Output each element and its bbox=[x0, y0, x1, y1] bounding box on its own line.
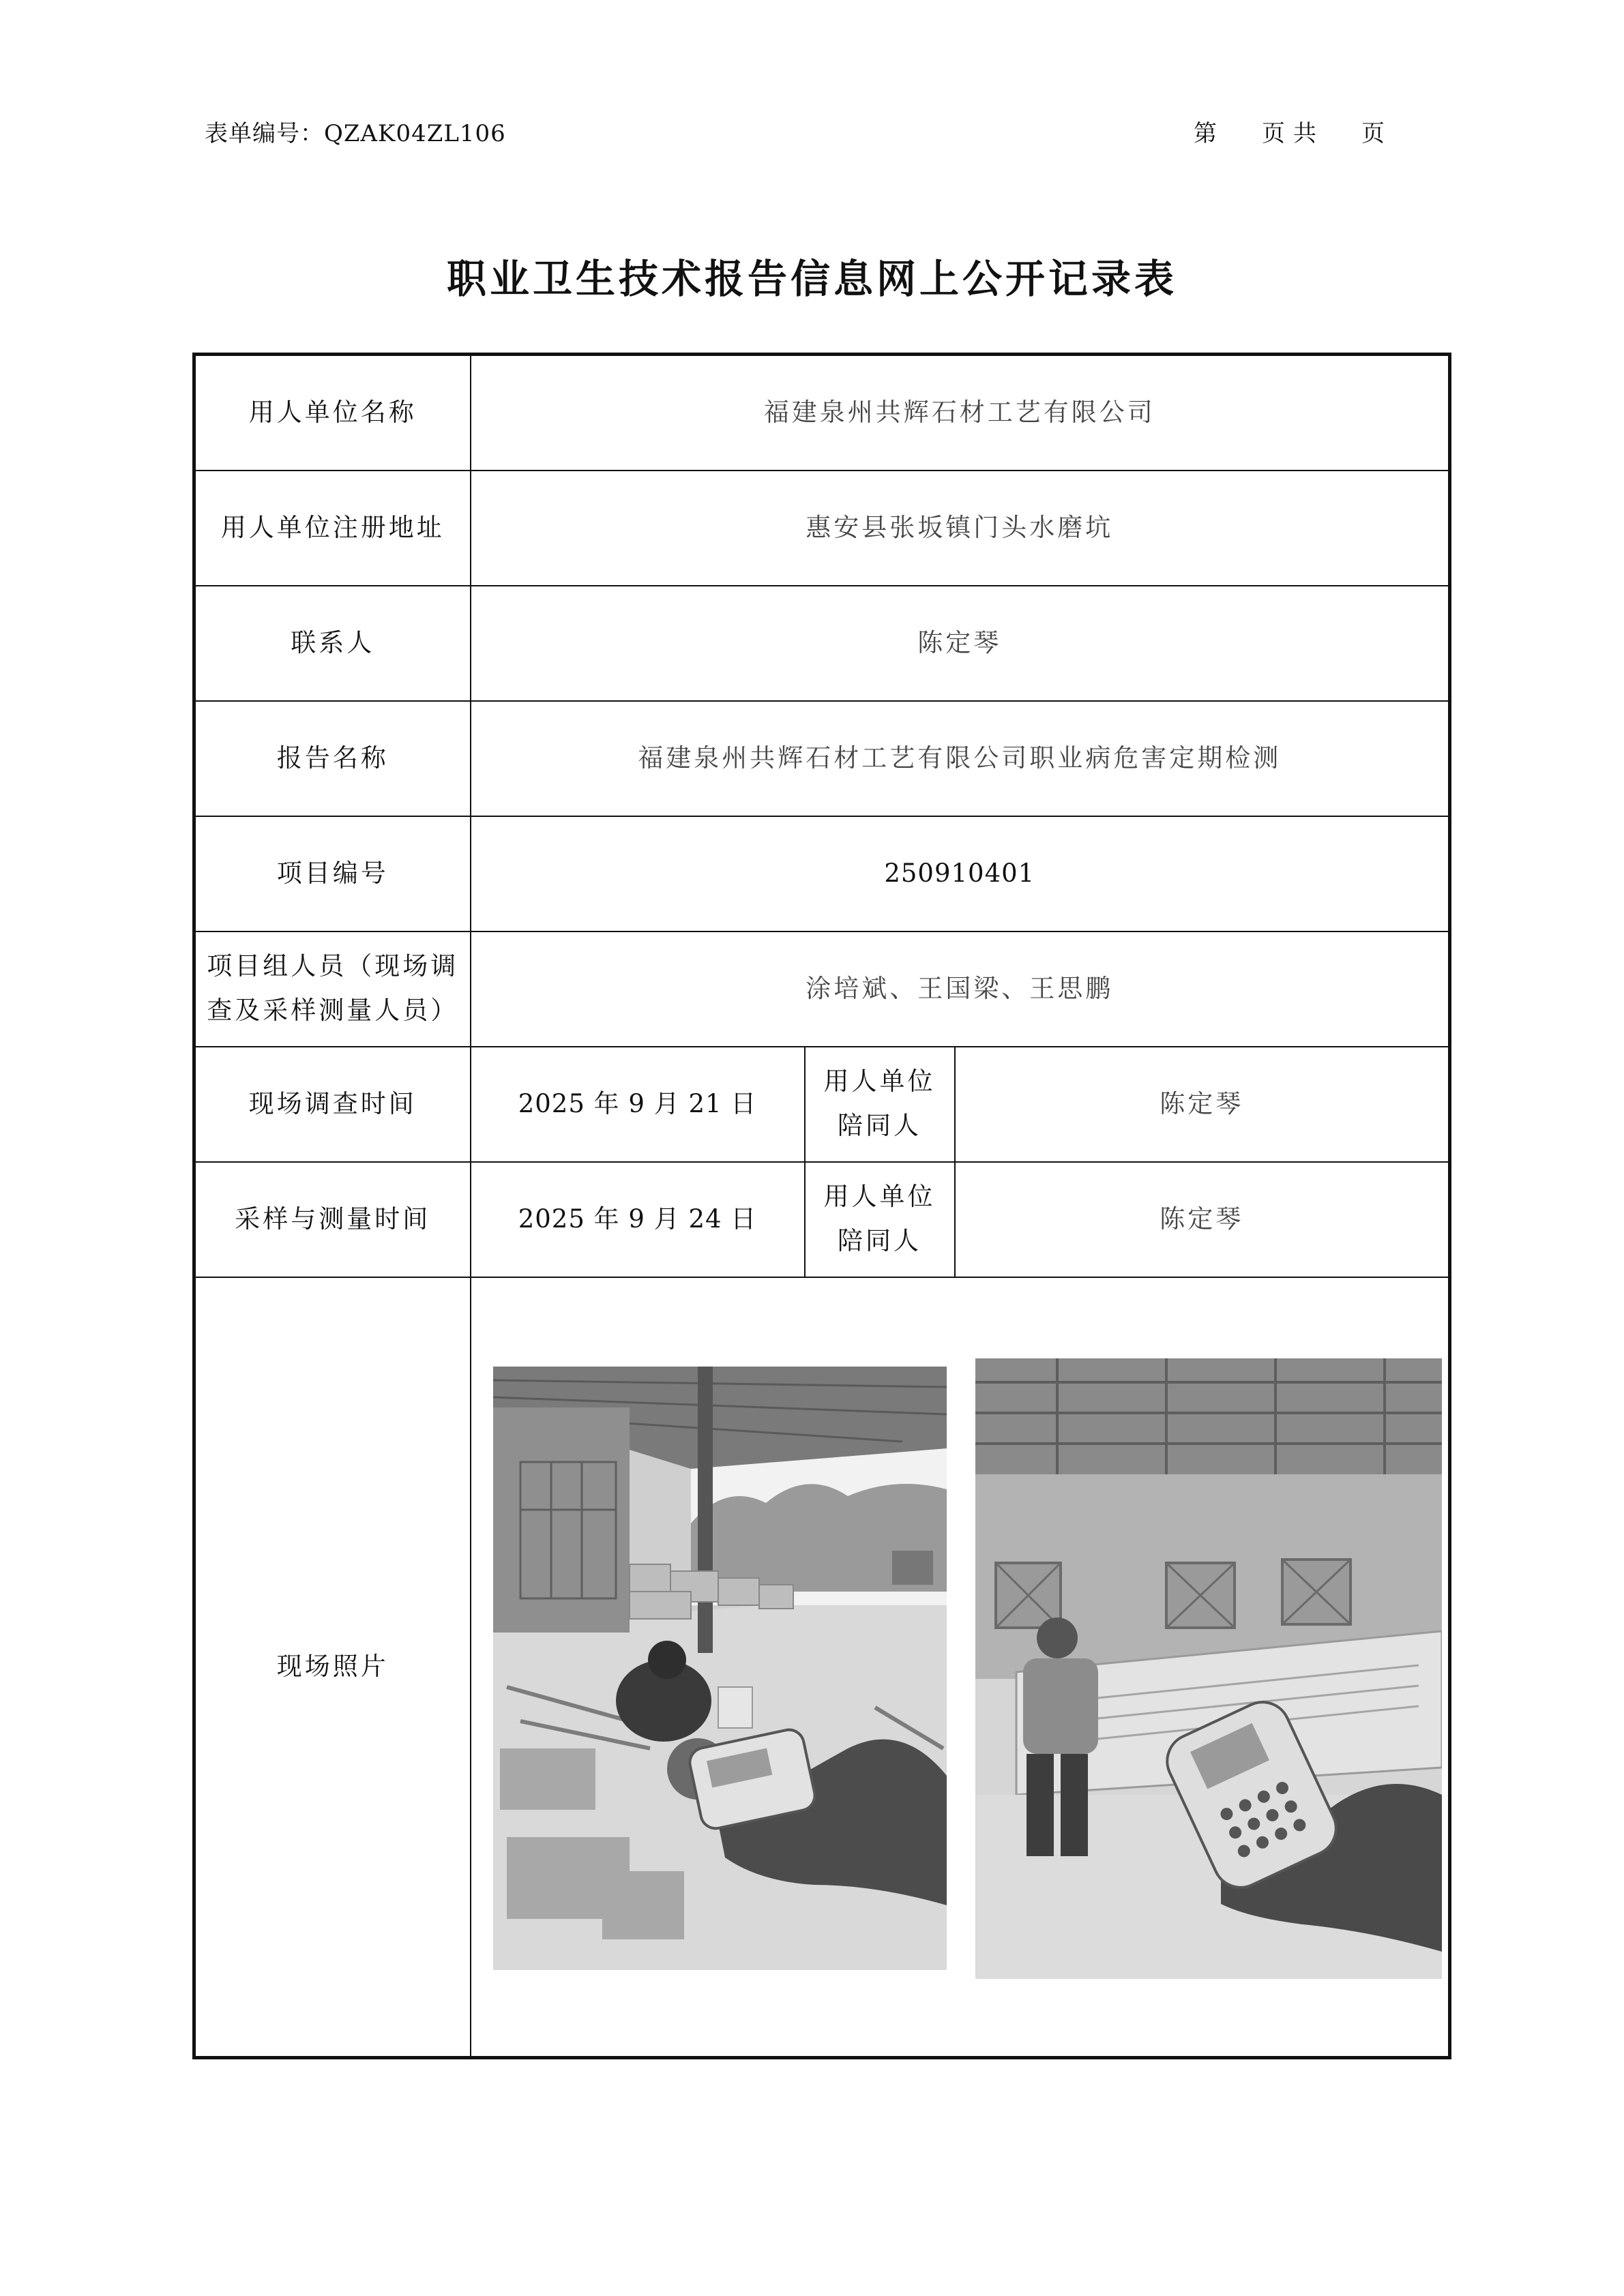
project-no-label: 项目编号 bbox=[194, 816, 471, 931]
page-counter-di: 第 bbox=[1194, 120, 1217, 147]
row-unit-name bbox=[194, 355, 1450, 471]
survey-accomp-line2: 陪同人 bbox=[838, 1111, 921, 1140]
photos-label: 现场照片 bbox=[194, 1277, 471, 2058]
unit-address-label: 用人单位注册地址 bbox=[194, 471, 471, 586]
photos-container bbox=[478, 1278, 1442, 2057]
site-photo-slab-image bbox=[975, 1358, 1442, 1979]
team-value: 涂培斌、王国梁、王思鹏 bbox=[471, 931, 1450, 1047]
site-photo-workshop-image bbox=[493, 1367, 947, 1970]
sampling-date: 2025 年 9 月 24 日 bbox=[471, 1162, 805, 1277]
report-name-value: 福建泉州共辉石材工艺有限公司职业病危害定期检测 bbox=[471, 701, 1450, 816]
row-survey bbox=[194, 1047, 1450, 1162]
survey-date: 2025 年 9 月 21 日 bbox=[471, 1047, 805, 1162]
page-counter-ye: 页 bbox=[1262, 120, 1285, 147]
survey-accomp-line1: 用人单位 bbox=[823, 1067, 936, 1097]
row-team bbox=[194, 931, 1450, 1047]
team-label-line1: 项目组人员（现场调 bbox=[207, 951, 459, 981]
sampling-accomp-line2: 陪同人 bbox=[838, 1226, 921, 1255]
survey-accomp-label bbox=[805, 1047, 955, 1162]
unit-name-value: 福建泉州共辉石材工艺有限公司 bbox=[471, 355, 1450, 471]
record-table bbox=[192, 353, 1451, 2059]
row-photos bbox=[194, 1277, 1450, 2058]
team-label bbox=[194, 931, 471, 1047]
photos-cell bbox=[471, 1277, 1450, 2058]
unit-name-label: 用人单位名称 bbox=[194, 355, 471, 471]
row-project-no bbox=[194, 816, 1450, 931]
report-name-label: 报告名称 bbox=[194, 701, 471, 816]
sampling-accomp-value: 陈定琴 bbox=[955, 1162, 1450, 1277]
site-photo-slab bbox=[975, 1358, 1442, 1979]
contact-label: 联系人 bbox=[194, 586, 471, 701]
sampling-label: 采样与测量时间 bbox=[194, 1162, 471, 1277]
page-title: 职业卫生技术报告信息网上公开记录表 bbox=[446, 256, 1177, 302]
row-sampling bbox=[194, 1162, 1450, 1277]
row-unit-address bbox=[194, 471, 1450, 586]
team-label-line2: 查及采样测量人员） bbox=[207, 996, 459, 1025]
row-report-name bbox=[194, 701, 1450, 816]
survey-accomp-value: 陈定琴 bbox=[955, 1047, 1450, 1162]
sampling-accomp-line1: 用人单位 bbox=[823, 1182, 936, 1212]
unit-address-value: 惠安县张坂镇门头水磨坑 bbox=[471, 471, 1450, 586]
site-photo-workshop bbox=[493, 1367, 947, 1970]
row-contact bbox=[194, 586, 1450, 701]
form-number: 表单编号：QZAK04ZL106 bbox=[205, 120, 506, 147]
survey-label: 现场调查时间 bbox=[194, 1047, 471, 1162]
contact-value: 陈定琴 bbox=[471, 586, 1450, 701]
page-counter-ye2: 页 bbox=[1361, 120, 1385, 147]
page-counter-gong: 共 bbox=[1293, 120, 1316, 147]
sampling-accomp-label bbox=[805, 1162, 955, 1277]
project-no-value: 250910401 bbox=[471, 816, 1450, 931]
page-counter bbox=[1194, 115, 1385, 148]
